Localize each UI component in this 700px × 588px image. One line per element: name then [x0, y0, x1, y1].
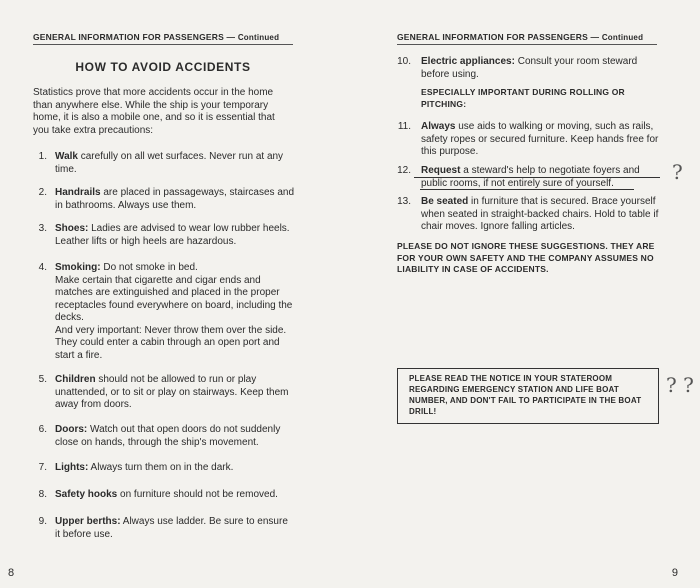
item-number: 3.	[38, 223, 47, 234]
item-heading: Shoes:	[55, 223, 89, 234]
item-heading: Be seated	[421, 196, 469, 207]
handwritten-question-mark: ?	[672, 160, 683, 184]
item-text: are placed in passageways, staircases and in bathrooms. Always use them.	[55, 187, 295, 211]
running-header-left	[33, 32, 293, 45]
item-text: Always turn them on in the dark.	[88, 462, 234, 473]
rolling-note: ESPECIALLY IMPORTANT DURING ROLLING OR PITCHING:	[421, 87, 625, 109]
page-number: 8	[8, 567, 15, 579]
item-text: Watch out that open doors do not suddenly close on hands, through the ship's movement.	[55, 424, 281, 448]
item-number: 2.	[38, 187, 47, 198]
item-text: Always use ladder. Be sure to ensure it before use.	[55, 516, 288, 540]
handwritten-question-marks: ? ?	[666, 373, 694, 397]
notice-text: PLEASE READ THE NOTICE IN YOUR STATEROOM REGARDING EMERGENCY STATION AND LIFE BOAT NUMBER, AND DON'T FAIL TO PARTICIPATE IN THE BOAT DRILL!	[409, 374, 642, 416]
header-continued: Continued	[601, 33, 644, 42]
page-number: 9	[671, 567, 678, 579]
item-heading: Always	[421, 121, 456, 132]
warning-text: PLEASE DO NOT IGNORE THESE SUGGESTIONS. THEY ARE FOR YOUR OWN SAFETY AND THE COMPANY ASSUMES NO LIABILITY IN CASE OF ACCIDENTS.	[397, 241, 655, 274]
item-text: carefully on all wet surfaces. Never run at any time.	[55, 151, 284, 175]
running-header-right	[397, 32, 657, 45]
item-text: in furniture that is secured. Brace yourself when seated in straight-backed chairs. Hold to table if chair moves. Ignore falling articles.	[421, 196, 659, 232]
item-number: 8.	[38, 489, 47, 500]
item-heading: Doors:	[55, 424, 88, 435]
item-heading: Electric appliances:	[421, 56, 515, 67]
item-text: Do not smoke in bed.	[100, 262, 198, 273]
right-page	[350, 0, 700, 588]
item-text: Consult your room steward before using.	[421, 56, 638, 80]
pen-underline	[420, 189, 634, 190]
intro-paragraph: Statistics prove that more accidents occur in the home than anywhere else. While the ship is your temporary home, it is also a mobile one, and so it is essential that you take extra precautions:	[33, 87, 275, 136]
header-continued: Continued	[237, 33, 280, 42]
item-heading: Upper berths:	[55, 516, 121, 527]
item-text: a steward's help to negotiate foyers and public rooms, if not entirely sure of yourself.	[421, 165, 640, 189]
item-heading: Safety hooks	[55, 489, 118, 500]
pen-underline	[414, 177, 660, 178]
header-text: GENERAL INFORMATION FOR PASSENGERS —	[33, 32, 236, 42]
item-number: 4.	[38, 262, 47, 273]
item-number: 9.	[38, 516, 47, 527]
item-number: 11.	[397, 121, 411, 132]
section-title: HOW TO AVOID ACCIDENTS	[75, 60, 251, 74]
item-paragraph: Make certain that cigarette and cigar ends and matches are extinguished and placed in the proper receptacles found everywhere on board, including the decks.	[55, 274, 293, 323]
item-number: 13.	[397, 196, 411, 207]
item-heading: Children	[55, 374, 96, 385]
item-number: 12.	[397, 165, 411, 176]
item-paragraph: And very important: Never throw them over the side. They could enter a cabin through an open port and start a fire.	[55, 324, 287, 361]
item-heading: Handrails	[55, 187, 101, 198]
item-heading: Lights:	[55, 462, 89, 473]
item-number: 5.	[38, 374, 47, 385]
item-text: Ladies are advised to wear low rubber heels. Leather lifts or high heels are hazardous.	[55, 223, 290, 247]
notice-box	[397, 368, 659, 424]
item-number: 6.	[38, 424, 47, 435]
item-number: 10.	[397, 56, 411, 67]
header-text: GENERAL INFORMATION FOR PASSENGERS —	[397, 32, 600, 42]
item-heading: Smoking:	[55, 262, 101, 273]
item-text: on furniture should not be removed.	[117, 489, 278, 500]
item-text: should not be allowed to run or play unattended, or to sit or play on stairways. Keep them away from doors.	[55, 374, 289, 410]
item-number: 7.	[38, 462, 47, 473]
item-number: 1.	[38, 151, 47, 162]
item-heading: Walk	[55, 151, 78, 162]
item-text: use aids to walking or moving, such as rails, safety ropes or secured furniture. Keep hands free for this purpose.	[421, 121, 659, 157]
item-heading: Request	[421, 165, 461, 176]
